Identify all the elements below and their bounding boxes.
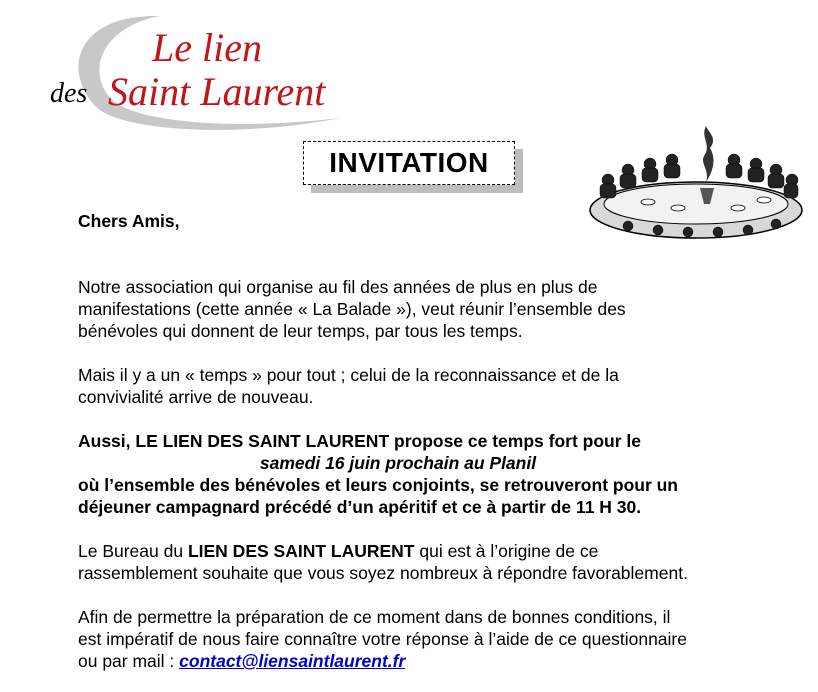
paragraph-2-line-1: Mais il y a un « temps » pour tout ; celui de la reconnaissance et de la: [78, 365, 619, 385]
letter-body: [78, 210, 778, 672]
paragraph-3-line-1: Aussi, LE LIEN DES SAINT LAURENT propose ce temps fort pour le: [78, 431, 641, 451]
paragraph-2-line-2: convivialité arrive de nouveau.: [78, 387, 314, 407]
paragraph-1-line-1: Notre association qui organise au fil des années de plus en plus de: [78, 277, 598, 297]
paragraph-4-line-1: [78, 540, 778, 562]
email-link[interactable]: contact@liensaintlaurent.fr: [179, 651, 406, 671]
logo-title-line2: Saint Laurent: [108, 69, 326, 114]
paragraph-1-line-3: bénévoles qui donnent de leur temps, par tous les temps.: [78, 321, 523, 341]
invitation-title: INVITATION: [303, 141, 515, 185]
paragraph-5-line-1: Afin de permettre la préparation de ce moment dans de bonnes conditions, il: [78, 607, 671, 627]
event-date: samedi 16 juin prochain au Planil: [259, 453, 537, 473]
paragraph-3-line-3: où l’ensemble des bénévoles et leurs conjoints, se retrouveront pour un: [78, 475, 678, 495]
paragraph-4-prefix: Le Bureau du: [78, 541, 188, 561]
logo: [40, 6, 380, 136]
paragraph-5-line-3: [78, 650, 778, 672]
association-name: LIEN DES SAINT LAURENT: [187, 541, 415, 561]
paragraph-4-line-2: rassemblement souhaite que vous soyez nombreux à répondre favorablement.: [78, 563, 688, 583]
paragraph-5-line-2: est impératif de nous faire connaître votre réponse à l’aide de ce questionnaire: [78, 629, 687, 649]
logo-des: des: [50, 78, 88, 109]
paragraph-5-prefix: ou par mail :: [78, 651, 180, 671]
paragraph-1-line-2: manifestations (cette année « La Balade »), veut réunir l’ensemble des: [78, 299, 626, 319]
logo-title-line1: Le lien: [152, 25, 262, 70]
greeting: Chers Amis,: [78, 211, 180, 231]
paragraph-4-suffix: qui est à l’origine de ce: [414, 541, 599, 561]
paragraph-3-line-4: déjeuner campagnard précédé d’un apéritif et ce à partir de 11 H 30.: [78, 497, 642, 517]
